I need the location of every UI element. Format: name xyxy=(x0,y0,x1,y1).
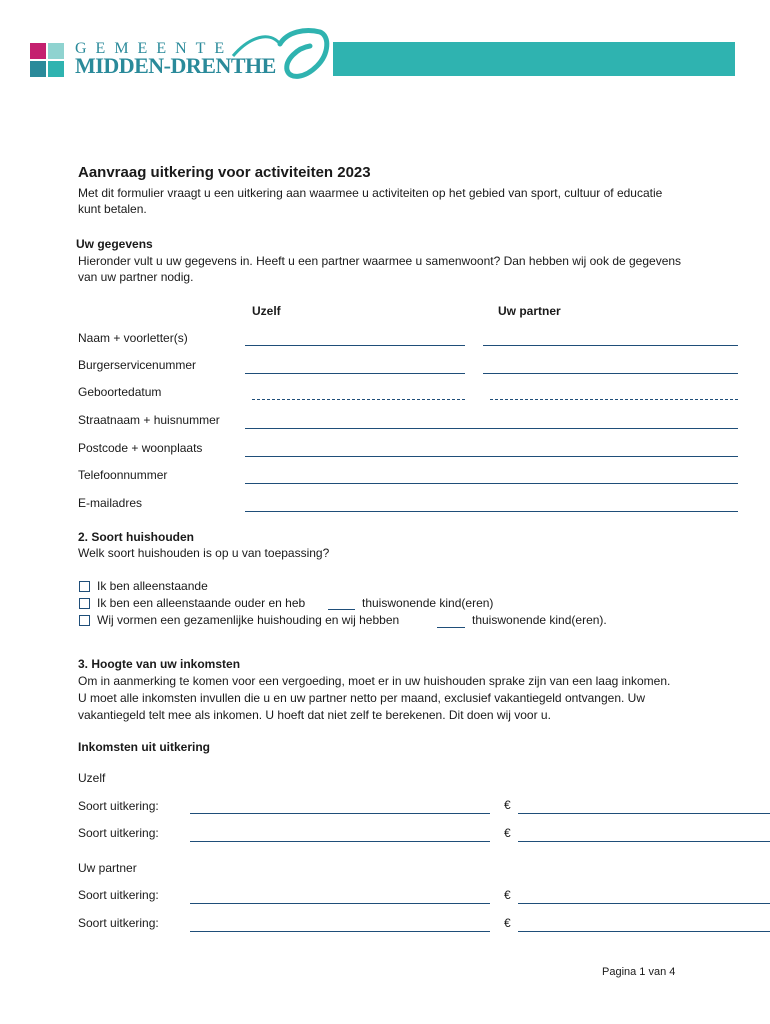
input-benefit-self-2[interactable] xyxy=(190,841,490,842)
column-header-self: Uzelf xyxy=(252,304,281,318)
logo-square-light-teal xyxy=(48,43,64,59)
checkbox-single-parent[interactable] xyxy=(79,598,90,609)
label-postcode: Postcode + woonplaats xyxy=(78,441,203,455)
section2-heading: 2. Soort huishouden xyxy=(78,530,194,544)
section1-heading: Uw gegevens xyxy=(76,237,153,251)
input-benefit-partner-2[interactable] xyxy=(190,931,490,932)
currency-partner-2: € xyxy=(504,916,511,930)
column-header-partner: Uw partner xyxy=(498,304,561,318)
intro-text xyxy=(78,185,738,217)
label-name: Naam + voorletter(s) xyxy=(78,331,188,345)
input-benefit-self-1[interactable] xyxy=(190,813,490,814)
brand-line2: MIDDEN-DRENTHE xyxy=(75,53,276,78)
section1-text xyxy=(78,253,738,285)
input-bsn-self[interactable] xyxy=(245,373,465,374)
input-amount-self-2[interactable] xyxy=(518,841,770,842)
logo-swoosh-icon xyxy=(225,26,335,84)
benefit-self-1-label: Soort uitkering: xyxy=(78,799,159,813)
logo-square-magenta xyxy=(30,43,46,59)
input-dob-self[interactable] xyxy=(252,399,465,400)
logo-square-teal xyxy=(48,61,64,77)
input-dob-partner[interactable] xyxy=(490,399,738,400)
section2-question: Welk soort huishouden is op u van toepassing? xyxy=(78,546,330,560)
section3-text xyxy=(78,673,738,724)
page-title: Aanvraag uitkering voor activiteiten 2023 xyxy=(78,164,371,181)
checkbox-joint-household[interactable] xyxy=(79,615,90,626)
label-email: E-mailadres xyxy=(78,496,143,510)
option-single-parent-label: Ik ben een alleenstaande ouder en heb xyxy=(97,596,306,610)
checkbox-single[interactable] xyxy=(79,581,90,592)
income-self-label: Uzelf xyxy=(78,771,106,785)
label-bsn: Burgerservicenummer xyxy=(78,358,197,372)
option-joint-household-suffix: thuiswonende kind(eren). xyxy=(472,613,607,627)
option-single-label: Ik ben alleenstaande xyxy=(97,579,208,593)
input-postcode[interactable] xyxy=(245,456,738,457)
input-children-count-joint[interactable] xyxy=(437,627,465,628)
input-email[interactable] xyxy=(245,511,738,512)
income-partner-label: Uw partner xyxy=(78,861,137,875)
section1-line-1: Hieronder vult u uw gegevens in. Heeft u een partner waarmee u samenwoont? Dan hebben wij ook de gegevens xyxy=(78,254,682,268)
intro-line-1: Met dit formulier vraagt u een uitkering aan waarmee u activiteiten op het gebied van sport, cultuur of educatie xyxy=(78,186,663,200)
input-children-count-single[interactable] xyxy=(328,609,355,610)
section1-line-2: van uw partner nodig. xyxy=(78,270,194,284)
input-amount-self-1[interactable] xyxy=(518,813,770,814)
intro-line-2: kunt betalen. xyxy=(78,202,147,216)
input-amount-partner-2[interactable] xyxy=(518,931,770,932)
section3-line-2: U moet alle inkomsten invullen die u en uw partner netto per maand, exclusief vakantiegeld ontvangen. Uw xyxy=(78,691,645,705)
income-heading: Inkomsten uit uitkering xyxy=(78,740,211,754)
page-number: Pagina 1 van 4 xyxy=(602,966,676,978)
input-name-partner[interactable] xyxy=(483,345,738,346)
label-dob: Geboortedatum xyxy=(78,385,162,399)
benefit-partner-1-label: Soort uitkering: xyxy=(78,888,159,902)
section3-line-1: Om in aanmerking te komen voor een vergoeding, moet er in uw huishouden sprake zijn van een laag inkomen. xyxy=(78,674,671,688)
currency-self-2: € xyxy=(504,826,511,840)
input-phone[interactable] xyxy=(245,483,738,484)
logo-square-dark xyxy=(30,61,46,77)
benefit-partner-2-label: Soort uitkering: xyxy=(78,916,159,930)
input-street[interactable] xyxy=(245,428,738,429)
section3-heading: 3. Hoogte van uw inkomsten xyxy=(78,657,241,671)
header-bar xyxy=(333,42,735,76)
benefit-self-2-label: Soort uitkering: xyxy=(78,826,159,840)
option-joint-household-label: Wij vormen een gezamenlijke huishouding en wij hebben xyxy=(97,613,400,627)
input-bsn-partner[interactable] xyxy=(483,373,738,374)
currency-partner-1: € xyxy=(504,888,511,902)
input-benefit-partner-1[interactable] xyxy=(190,903,490,904)
input-name-self[interactable] xyxy=(245,345,465,346)
label-phone: Telefoonnummer xyxy=(78,468,168,482)
currency-self-1: € xyxy=(504,798,511,812)
option-single-parent-suffix: thuiswonende kind(eren) xyxy=(362,596,494,610)
section3-line-3: vakantiegeld telt mee als inkomen. U hoeft dat niet zelf te berekenen. Dit doen wij voor u. xyxy=(78,708,551,722)
brand-line1: GEMEENTE xyxy=(75,40,234,57)
input-amount-partner-1[interactable] xyxy=(518,903,770,904)
label-street: Straatnaam + huisnummer xyxy=(78,413,220,427)
